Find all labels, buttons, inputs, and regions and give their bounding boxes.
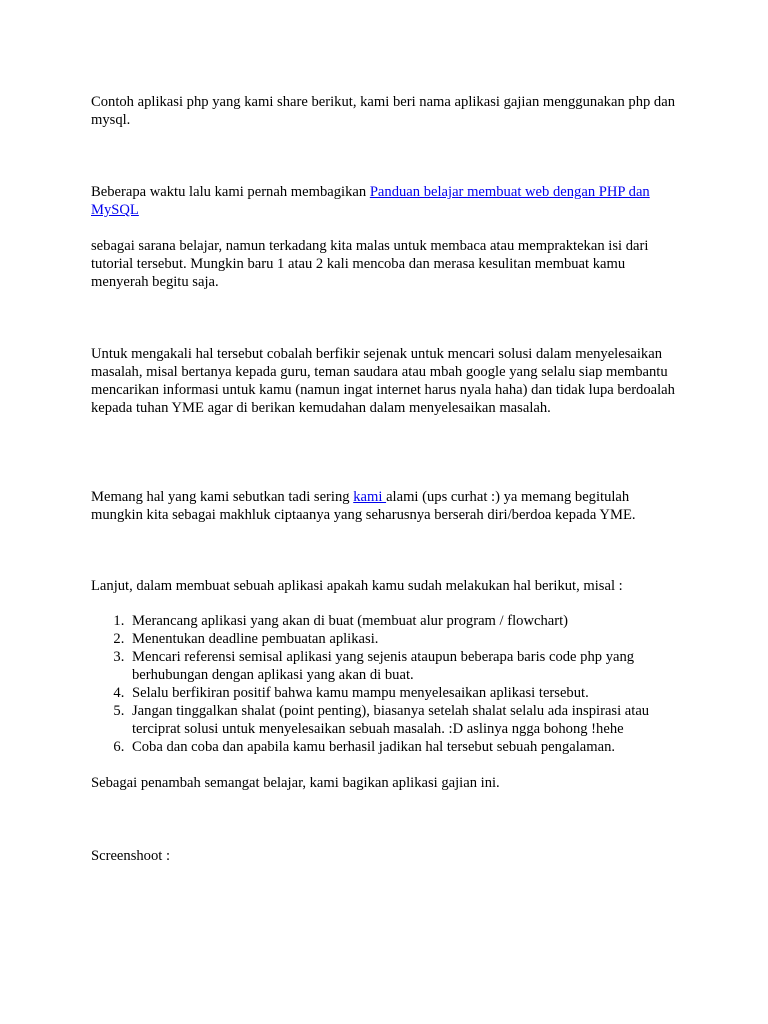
paragraph-experience — [91, 488, 681, 524]
screenshot-heading: Screenshoot : — [91, 848, 171, 864]
paragraph-previous-guide-text: Beberapa waktu lalu kami pernah membagikan — [91, 184, 370, 200]
kami-link[interactable]: kami — [353, 489, 387, 505]
paragraph-list-intro: Lanjut, dalam membuat sebuah aplikasi apakah kamu sudah melakukan hal berikut, misal : — [91, 578, 623, 594]
paragraph-solution: Untuk mengakali hal tersebut cobalah berfikir sejenak untuk mencari solusi dalam menyelesaikan masalah, misal bertanya kepada guru, teman saudara atau mbah google yang selalu siap membantu mencarikan informasi untuk kamu (namun ingat internet harus nyala haha) dan tidak lupa berdoalah kepada tuhan YME agar di berikan kemudahan dalam menyelesaikan masalah. — [91, 346, 675, 416]
list-item: 6. Coba dan coba dan apabila kamu berhasil jadikan hal tersebut sebuah pengalaman. — [128, 738, 671, 756]
steps-list — [91, 612, 671, 756]
paragraph-learning-struggle: sebagai sarana belajar, namun terkadang kita malas untuk membaca atau mempraktekan isi dari tutorial tersebut. Mungkin baru 1 atau 2 kali mencoba dan merasa kesulitan membuat kamu menyerah begitu saja. — [91, 238, 649, 290]
paragraph-previous-guide — [91, 183, 681, 219]
paragraph-experience-text-end: alami (ups curhat :) ya memang begitulah mungkin kita sebagai makhluk ciptaanya yang seharusnya berserah diri/berdoa kepada YME. — [91, 489, 636, 523]
guide-link[interactable]: Panduan belajar membuat web dengan PHP dan MySQL — [91, 184, 650, 218]
list-item: 4. Selalu berfikiran positif bahwa kamu mampu menyelesaikan aplikasi tersebut. — [128, 684, 671, 702]
paragraph-intro: Contoh aplikasi php yang kami share berikut, kami beri nama aplikasi gajian menggunakan php dan mysql. — [91, 94, 676, 128]
list-item: 5. Jangan tinggalkan shalat (point penting), biasanya setelah shalat selalu ada inspirasi atau terciprat solusi untuk menyelesaikan sebuah masalah. :D aslinya ngga bohong !hehe — [128, 702, 671, 738]
list-item: 1. Merancang aplikasi yang akan di buat (membuat alur program / flowchart) — [128, 612, 671, 630]
list-item: 3. Mencari referensi semisal aplikasi yang sejenis ataupun beberapa baris code php yang berhubungan dengan aplikasi yang akan di buat. — [128, 648, 671, 684]
paragraph-motivation: Sebagai penambah semangat belajar, kami bagikan aplikasi gajian ini. — [91, 775, 500, 791]
list-item: 2. Menentukan deadline pembuatan aplikasi. — [128, 630, 671, 648]
paragraph-experience-text-start: Memang hal yang kami sebutkan tadi sering — [91, 489, 354, 505]
